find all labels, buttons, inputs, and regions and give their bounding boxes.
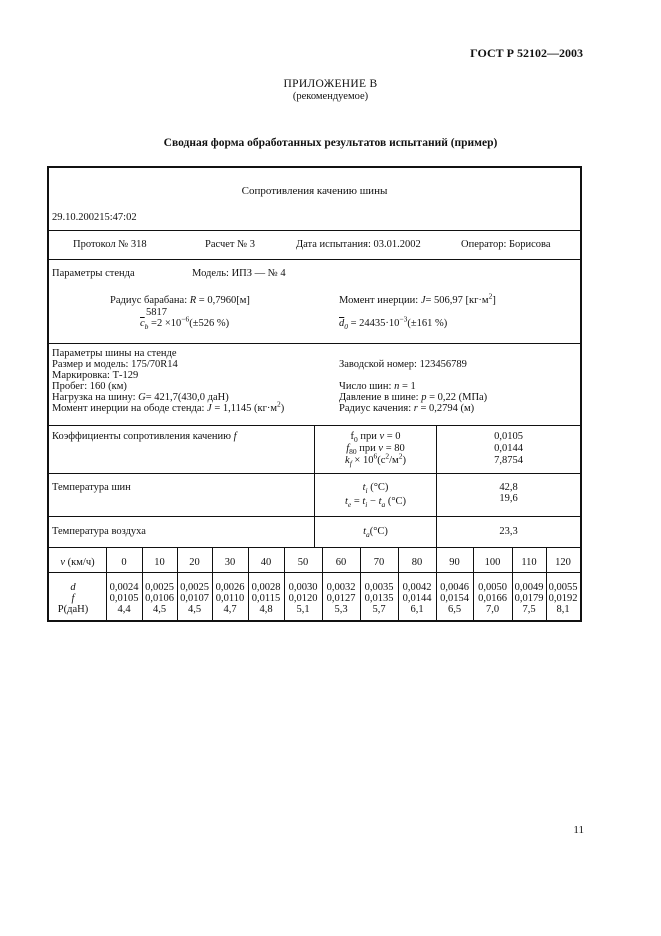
coef-value: 0,0105 [494,431,523,442]
tire-temp-ti: $t_i$ (°C) [362,482,389,496]
divider [49,259,580,260]
speed-value: 20 [189,557,200,568]
protocol-number: Протокол № 318 [73,239,147,250]
cell-d: 0,0042 [402,582,432,593]
cell-f: 0,0105 [109,593,139,604]
coef-label: Коэффициенты сопротивления качению f [52,431,237,442]
serial-number: Заводской номер: 123456789 [339,359,467,370]
rim-inertia: Момент инерции на ободе стенда: J = 1,1145 $(кг\cdot м^2)$ [52,399,285,414]
speed-value: 70 [373,557,385,568]
coef-value: 0,0144 [494,443,523,454]
stand-model: Модель: ИПЗ — № 4 [192,268,286,279]
row-label-d: d [70,582,76,593]
cell-f: 0,0106 [145,593,174,604]
coef-value: 7,8754 [494,455,523,466]
tire-count: Число шин: n = 1 [339,381,416,392]
cell-f: 0,0115 [251,593,281,604]
row-label-f: f [71,593,75,604]
form-title: Сводная форма обработанных результатов испытаний (пример) [163,137,498,149]
tire-mileage: Пробег: 160 (км) [52,381,127,392]
test-date: Дата испытания: 03.01.2002 [296,239,421,250]
cb-coefficient-value: 5817 [146,307,167,318]
divider [49,572,580,573]
page-number: 11 [573,824,584,836]
cell-f: 0,0110 [215,593,245,604]
drum-radius: Радиус барабана: R = 0,7960[м] [110,295,250,306]
speed-value: 110 [521,557,537,568]
results-form [47,166,582,622]
tire-label: Параметры шины на стенде [52,348,177,359]
inertia-moment: Момент инерции: J= 506,97 $[кг\cdot м^2]$ [339,291,496,306]
calc-number: Расчет № 3 [205,239,255,250]
tire-pressure: Давление в шине: p = 0,22 (МПа) [339,392,488,403]
speed-value: 10 [154,557,165,568]
cell-d: 0,0035 [364,582,394,593]
cell-f: 0,0107 [180,593,209,604]
cell-p: 4,5 [187,604,202,615]
cell-f: 0,0179 [514,593,544,604]
air-temp-label: Температура воздуха [52,526,146,537]
cell-d: 0,0050 [478,582,507,593]
tire-temp-value: 42,8 [499,482,518,493]
divider [49,547,580,548]
document-number: ГОСТ Р 52102—2003 [470,46,583,60]
cell-d: 0,0025 [145,582,174,593]
cb-coefficient: $\overline{c}_b =2 \times 10^{-6}(\pm 526$ %) [140,314,230,332]
cell-p: 6,1 [410,604,424,615]
row-label-p: P(даН) [57,604,89,615]
divider [49,343,580,344]
tire-temp-te: $t_e = t_i - t_a$ (°C) [344,496,407,510]
cell-d: 0,0025 [180,582,209,593]
coef-f80: $f_{80}$ при v = 80 [346,443,405,457]
d0-coefficient: $\overline{d}_0 = 24435\cdot 10^{-3}(\pm 161$ %) [339,314,448,332]
cell-f: 0,0120 [288,593,318,604]
cell-p: 4,5 [152,604,167,615]
air-temp-symbol: $t_a(^\circ C)$ [363,526,388,540]
speed-value: 80 [411,557,423,568]
speed-value: 30 [224,557,236,568]
cell-d: 0,0055 [548,582,578,593]
stand-label: Параметры стенда [52,268,135,279]
speed-value: 40 [260,557,272,568]
tire-load: Нагрузка на шину: G= 421,7(430,0 даН) [52,392,229,403]
speed-value: 120 [555,557,571,568]
speed-value: 60 [335,557,347,568]
cell-p: 8,1 [556,604,570,615]
cell-f: 0,0127 [326,593,356,604]
speed-value: 100 [484,557,501,568]
cell-f: 0,0135 [364,593,394,604]
tire-size: Размер и модель: 175/70R14 [52,359,178,370]
cell-d: 0,0024 [109,582,139,593]
cell-d: 0,0026 [215,582,245,593]
cell-p: 4,4 [117,604,131,615]
cell-p: 6,5 [447,604,462,615]
tire-temp-label: Температура шин [52,482,131,493]
cell-p: 7,0 [485,604,500,615]
operator: Оператор: Борисова [461,239,551,250]
speed-value: 90 [449,557,460,568]
cell-d: 0,0030 [288,582,318,593]
cell-f: 0,0192 [548,593,578,604]
cell-p: 5,1 [296,604,310,615]
appendix-subtitle: (рекомендуемое) [292,91,369,102]
speed-header: v (км/ч) [60,557,95,568]
coef-kf: $k_f \times 10^6(c^2/м^2)$ [345,451,406,469]
cell-f: 0,0166 [478,593,507,604]
cell-p: 4,7 [223,604,237,615]
speed-value: 0 [121,557,127,568]
cell-d: 0,0049 [514,582,544,593]
cell-p: 4,8 [259,604,273,615]
appendix-title: ПРИЛОЖЕНИЕ В [283,78,378,90]
cell-p: 7,5 [522,604,536,615]
timestamp: 29.10.200215:47:02 [52,212,137,223]
cell-d: 0,0046 [440,582,469,593]
air-temp-value: 23,3 [499,526,518,537]
coef-f0: $f_0$ при v = 0 [350,431,401,445]
cell-d: 0,0028 [251,582,281,593]
divider [49,230,580,231]
cell-d: 0,0032 [326,582,356,593]
cell-p: 5,3 [334,604,348,615]
cell-f: 0,0154 [440,593,469,604]
cell-p: 5,7 [372,604,386,615]
speed-value: 50 [297,557,309,568]
rolling-radius: Радиус качения: r = 0,2794 (м) [339,403,475,414]
tire-marking: Маркировка: Т-129 [52,370,139,381]
tire-temp-value: 19,6 [499,493,518,504]
cell-f: 0,0144 [402,593,432,604]
form-heading: Сопротивления качению шины [241,185,388,197]
